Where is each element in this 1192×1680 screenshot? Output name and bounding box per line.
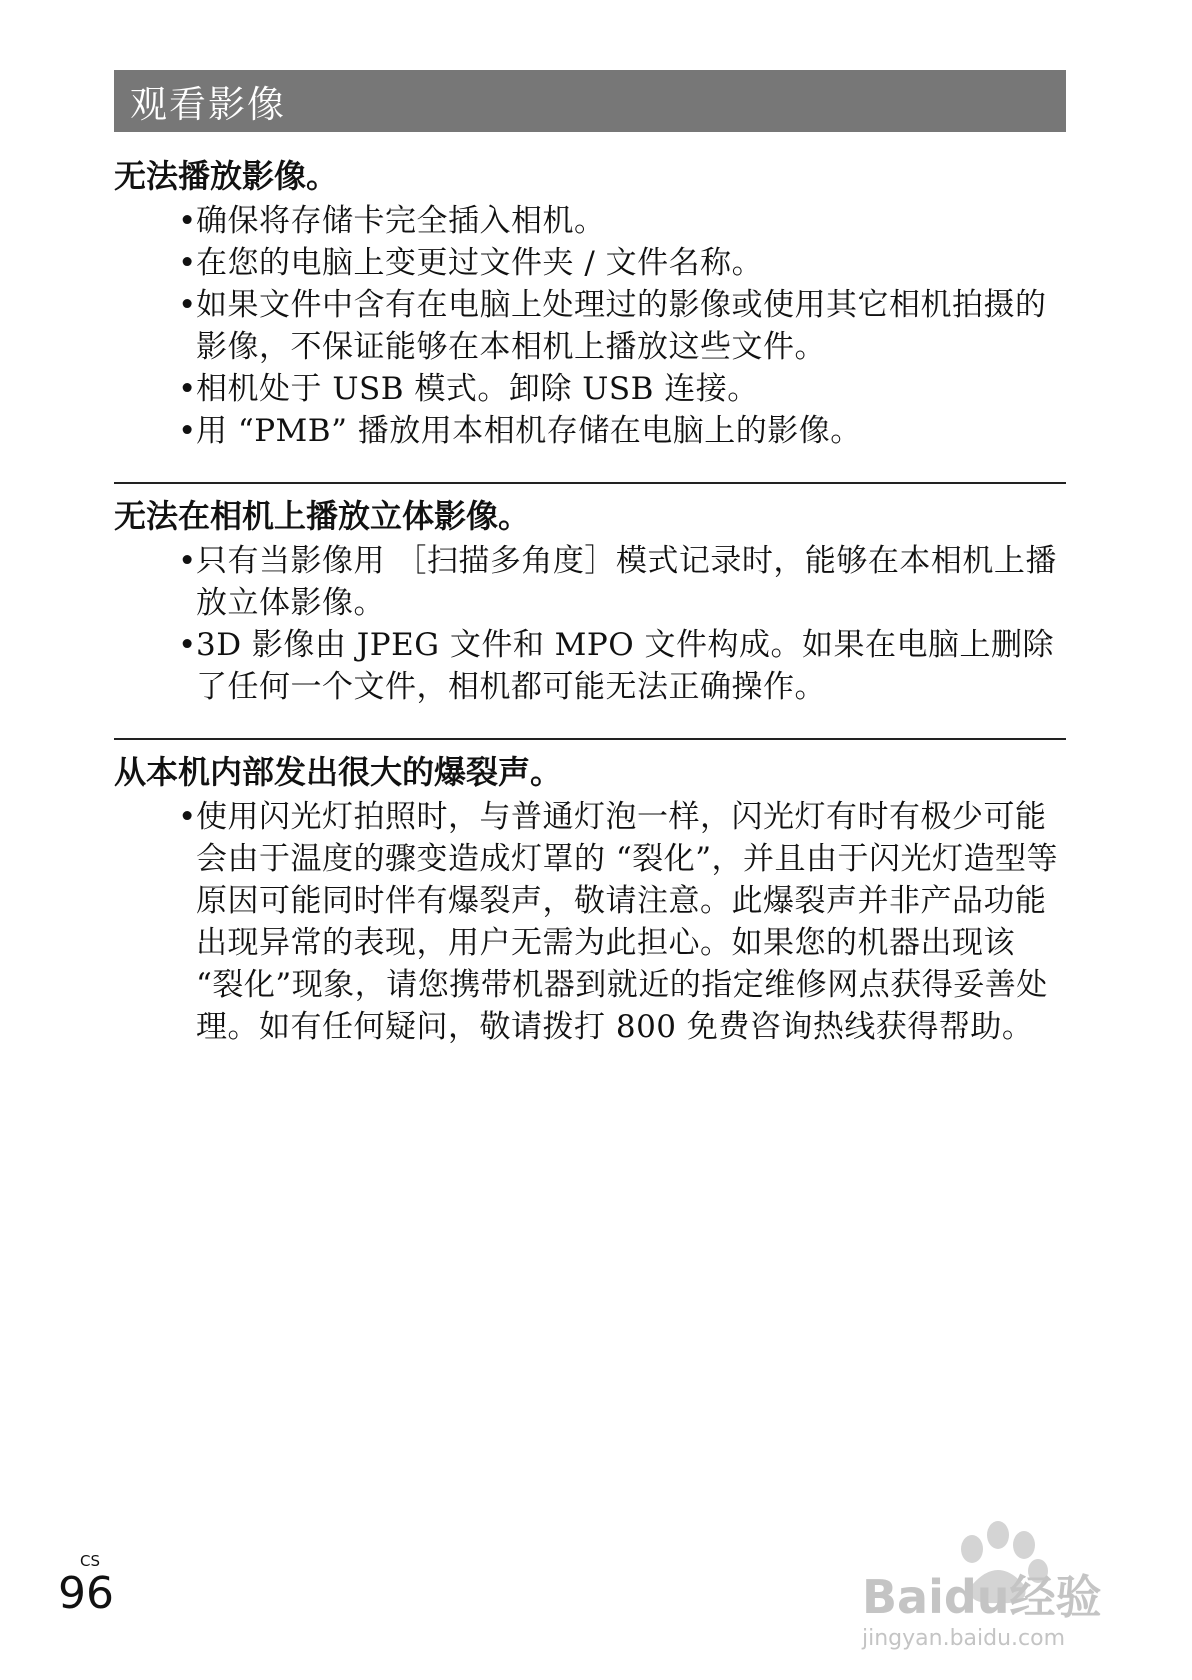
topic-popping-sound xyxy=(114,738,1066,1048)
bullet-item: • 使用闪光灯拍照时，与普通灯泡一样，闪光灯有时有极少可能会由于温度的骤变造成灯罩的 “裂化”，并且由于闪光灯造型等原因可能同时伴有爆裂声，敬请注意。此爆裂声并非产品功能出现异常的表现，用户无需为此担心。如果您的机器出现该 “裂化”现象，请您携带机器到就近的指定维修网点获得妥善处理。如有任何疑问，敬请拨打 800 免费咨询热线获得帮助。 xyxy=(178,796,1066,1048)
bullet-item: • 如果文件中含有在电脑上处理过的影像或使用其它相机拍摄的影像，不保证能够在本相机上播放这些文件。 xyxy=(178,284,1066,368)
topic-cannot-play xyxy=(114,154,1066,452)
bullet-dot-icon: • xyxy=(178,413,197,449)
language-code: CS xyxy=(80,1552,100,1570)
bullet-item: • 3D 影像由 JPEG 文件和 MPO 文件构成。如果在电脑上删除了任何一个文件，相机都可能无法正确操作。 xyxy=(178,624,1066,708)
watermark-brand: Baidu经验 xyxy=(862,1570,1102,1624)
watermark-url: jingyan.baidu.com xyxy=(862,1626,1066,1651)
bullet-item: • 确保将存储卡完全插入相机。 xyxy=(178,200,1066,242)
topic-cannot-play-3d xyxy=(114,482,1066,708)
topic-title: 无法播放影像。 xyxy=(114,157,339,195)
bullet-item: • 相机处于 USB 模式。卸除 USB 连接。 xyxy=(178,368,1066,410)
bullet-list xyxy=(114,540,1066,708)
topic-title: 从本机内部发出很大的爆裂声。 xyxy=(114,753,563,791)
document-page xyxy=(114,70,1066,1048)
bullet-item: • 在您的电脑上变更过文件夹 / 文件名称。 xyxy=(178,242,1066,284)
bullet-list xyxy=(114,200,1066,452)
bullet-dot-icon: • xyxy=(178,371,197,407)
bullet-dot-icon: • xyxy=(178,203,197,239)
section-header xyxy=(114,70,1066,132)
bullet-dot-icon: • xyxy=(178,627,197,663)
section-title: 观看影像 xyxy=(130,83,286,126)
page-number: 96 xyxy=(58,1568,114,1619)
bullet-item: • 用 “PMB” 播放用本相机存储在电脑上的影像。 xyxy=(178,410,1066,452)
bullet-item: • 只有当影像用 ［扫描多角度］模式记录时，能够在本相机上播放立体影像。 xyxy=(178,540,1066,624)
bullet-dot-icon: • xyxy=(178,287,197,323)
bullet-list xyxy=(114,796,1066,1048)
bullet-dot-icon: • xyxy=(178,543,197,579)
bullet-dot-icon: • xyxy=(178,799,197,835)
baidu-watermark-logo xyxy=(852,1505,1152,1655)
bullet-dot-icon: • xyxy=(178,245,197,281)
topic-title: 无法在相机上播放立体影像。 xyxy=(114,497,531,535)
